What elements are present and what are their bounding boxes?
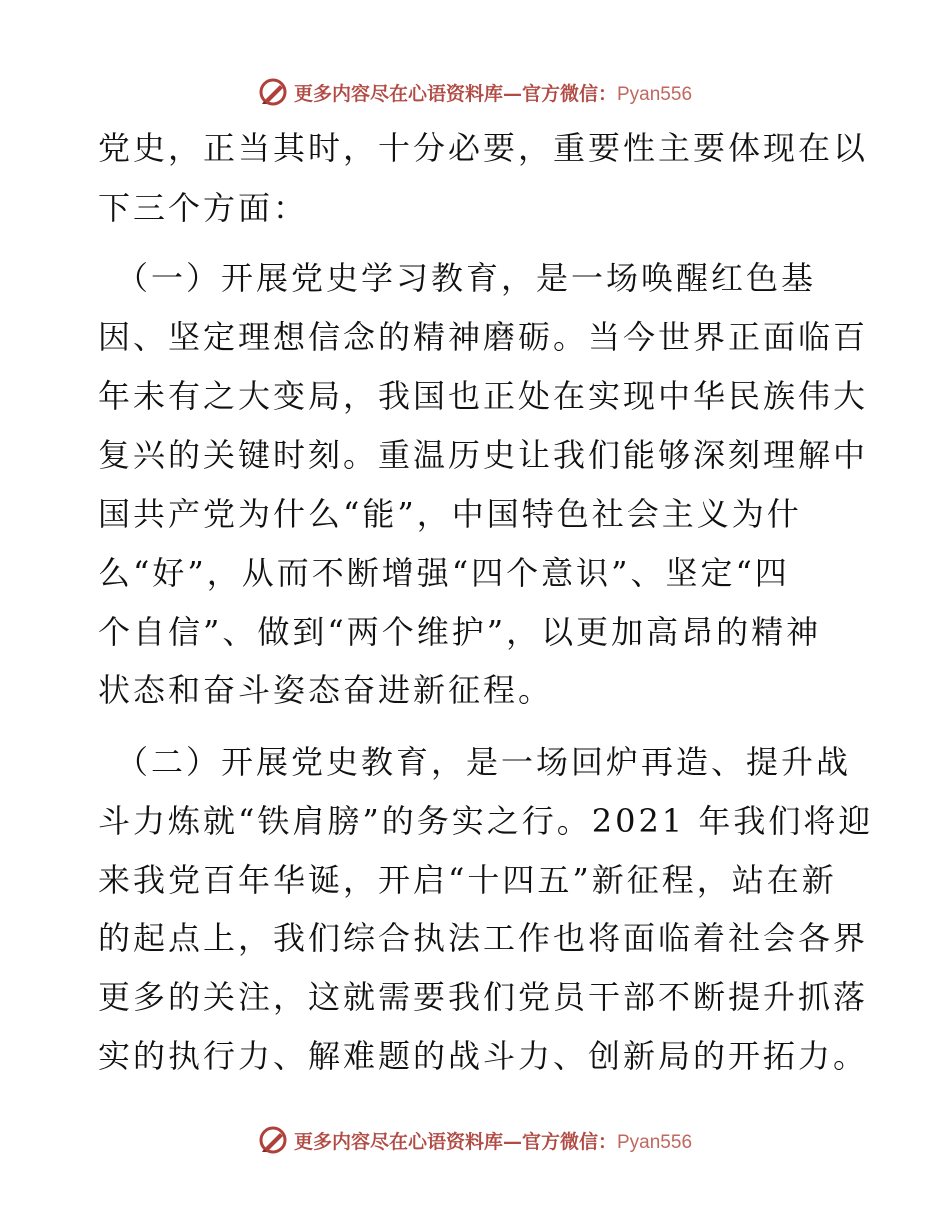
paragraph-2-line-2: 因、坚定理想信念的精神磨砺。当今世界正面临百 — [98, 318, 869, 356]
paragraph-1-line-1: 党史，正当其时，十分必要，重要性主要体现在以 — [98, 129, 869, 167]
header-watermark — [0, 72, 950, 112]
paragraph-2-line-6: 么“好”，从而不断增强“四个意识”、坚定“四 — [98, 554, 790, 592]
pen-logo-icon — [258, 77, 288, 107]
paragraph-3-line-6: 实的执行力、解难题的战斗力、创新局的开拓力。 — [98, 1037, 869, 1075]
paragraph-3-line-2: 斗力炼就“铁肩膀”的务实之行。2021 年我们将迎 — [98, 802, 874, 840]
pen-logo-icon — [258, 1125, 288, 1155]
paragraph-2-line-7: 个自信”、做到“两个维护”，以更加高昂的精神 — [98, 613, 822, 651]
paragraph-3-line-1: （二）开展党史教育，是一场回炉再造、提升战 — [116, 743, 852, 781]
paragraph-2-line-3: 年未有之大变局，我国也正处在实现中华民族伟大 — [98, 377, 869, 415]
paragraph-2-line-8: 状态和奋斗姿态奋进新征程。 — [98, 671, 554, 709]
paragraph-2-line-1: （一）开展党史学习教育，是一场唤醒红色基 — [116, 259, 817, 297]
paragraph-2-line-4: 复兴的关键时刻。重温历史让我们能够深刻理解中 — [98, 436, 869, 474]
paragraph-3-line-3: 来我党百年华诞，开启“十四五”新征程，站在新 — [98, 861, 837, 899]
watermark-text: 更多内容尽在心语资料库—官方微信：Pyan556 — [293, 82, 693, 105]
paragraph-3-line-5: 更多的关注，这就需要我们党员干部不断提升抓落 — [98, 978, 869, 1016]
paragraph-1-line-2: 下三个方面： — [98, 189, 309, 227]
watermark-text: 更多内容尽在心语资料库—官方微信：Pyan556 — [293, 1130, 693, 1153]
paragraph-2-line-5: 国共产党为什么“能”，中国特色社会主义为什 — [98, 495, 802, 533]
footer-watermark — [0, 1120, 950, 1160]
paragraph-3-line-4: 的起点上，我们综合执法工作也将面临着社会各界 — [98, 919, 869, 957]
